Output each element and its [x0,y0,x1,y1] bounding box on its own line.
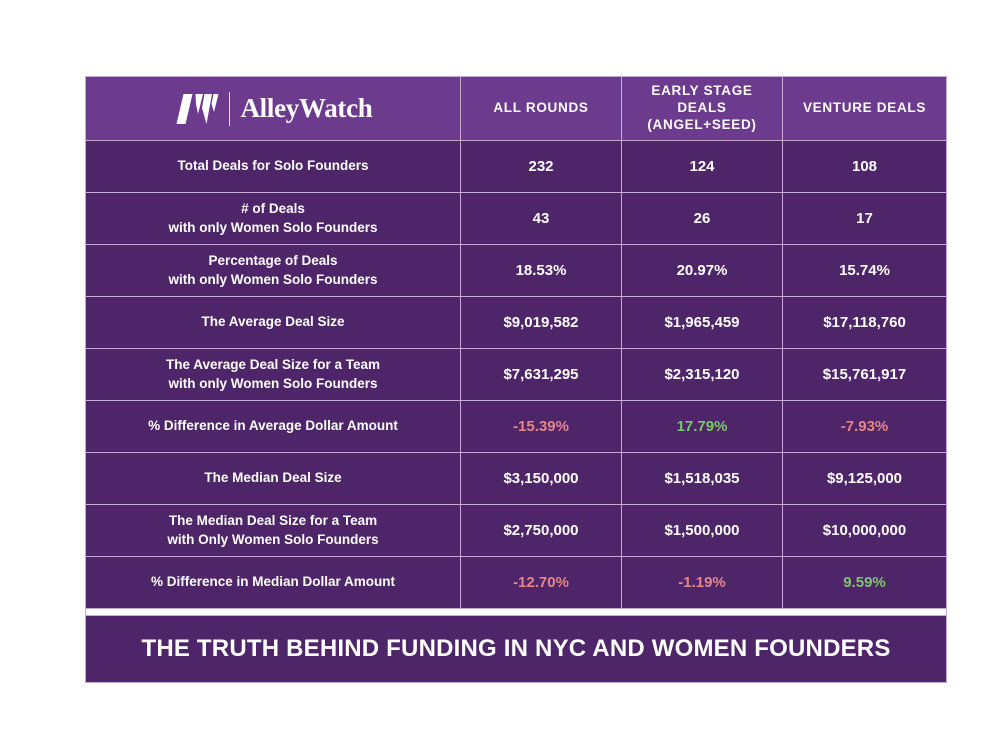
row-label-line-2: with only Women Solo Founders [168,219,378,235]
row-label-line-2: with Only Women Solo Founders [167,531,379,547]
cell-value: 124 [622,141,783,193]
table-row [86,453,947,505]
row-label [86,401,461,453]
column-header-venture-deals: VENTURE DEALS [783,77,947,141]
row-label-line-1: The Median Deal Size [204,470,342,486]
early-stage-line-3: (ANGEL+SEED) [647,116,757,132]
cell-value: 26 [622,193,783,245]
row-label [86,245,461,297]
cell-value: $1,965,459 [622,297,783,349]
table-row [86,557,947,609]
cell-value: 17 [783,193,947,245]
cell-value: $10,000,000 [783,505,947,557]
footer-title: THE TRUTH BEHIND FUNDING IN NYC AND WOMEN FOUNDERS [141,635,891,662]
cell-value: $15,761,917 [783,349,947,401]
cell-value: $3,150,000 [461,453,622,505]
row-label-line-2: with only Women Solo Founders [168,271,378,287]
table-header-row [86,77,947,141]
cell-value: $9,019,582 [461,297,622,349]
row-label-line-1: Total Deals for Solo Founders [177,158,369,174]
cell-value: 9.59% [783,557,947,609]
wordmark-watch: Watch [298,93,373,123]
alleywatch-wordmark [240,93,372,124]
table-row [86,193,947,245]
row-label [86,557,461,609]
cell-value: 17.79% [622,401,783,453]
row-label-line-1: The Average Deal Size [201,314,345,330]
cell-value: -1.19% [622,557,783,609]
footer-banner [86,616,947,683]
table-row [86,349,947,401]
alleywatch-logo [86,77,461,141]
column-header-all-rounds: ALL ROUNDS [461,77,622,141]
early-stage-line-1: EARLY STAGE [651,83,753,99]
cell-value: 108 [783,141,947,193]
row-label [86,349,461,401]
table-footer-row [86,616,947,683]
row-label [86,193,461,245]
column-header-early-stage-deals [622,77,783,141]
cell-value: $9,125,000 [783,453,947,505]
cell-value: 18.53% [461,245,622,297]
table-spacer [86,609,947,616]
cell-value: $7,631,295 [461,349,622,401]
early-stage-line-2: DEALS [677,100,727,116]
table-row [86,245,947,297]
cell-value: $2,315,120 [622,349,783,401]
logo-divider [229,92,230,126]
row-label-line-2: with only Women Solo Founders [168,375,378,391]
aw-monogram-icon [173,92,219,126]
row-label-line-1: The Average Deal Size for a Team [165,357,381,373]
row-label [86,141,461,193]
cell-value: 15.74% [783,245,947,297]
row-label-line-1: The Median Deal Size for a Team [168,513,378,529]
cell-value: 232 [461,141,622,193]
table-row [86,401,947,453]
cell-value: $1,500,000 [622,505,783,557]
cell-value: -7.93% [783,401,947,453]
cell-value: $1,518,035 [622,453,783,505]
cell-value: 20.97% [622,245,783,297]
cell-value: -12.70% [461,557,622,609]
table-row [86,141,947,193]
wordmark-alley: Alley [240,93,299,123]
row-label-line-1: % Difference in Average Dollar Amount [148,418,398,434]
row-label-line-1: # of Deals [241,201,305,217]
table-row [86,505,947,557]
row-label [86,453,461,505]
cell-value: -15.39% [461,401,622,453]
row-label-line-1: % Difference in Median Dollar Amount [150,574,396,590]
row-label-line-1: Percentage of Deals [208,253,338,269]
cell-value: $2,750,000 [461,505,622,557]
funding-table [85,76,947,683]
cell-value: $17,118,760 [783,297,947,349]
cell-value: 43 [461,193,622,245]
row-label [86,505,461,557]
table-row [86,297,947,349]
funding-table-container [85,76,946,683]
row-label [86,297,461,349]
